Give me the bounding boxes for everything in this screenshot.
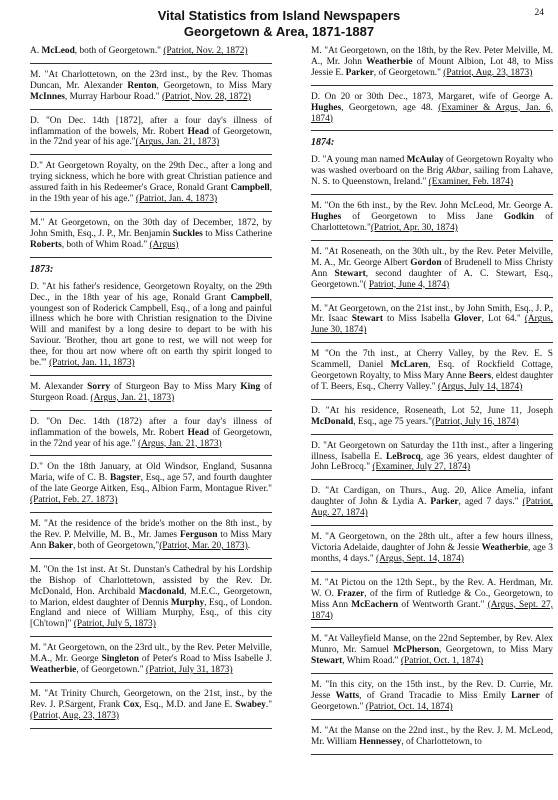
source-citation: (Argus, Sept. 27, 1874) (311, 599, 553, 621)
entry-text: M. "At the Manse on the 22nd inst., by the Rev. J. M. McLeod, Mr. William (311, 725, 553, 747)
entry-text: M. "On the 1st inst. At St. Dunstan's Cathedral by his Lordship the Bishop of Charlottetown, assisted by the Rev. Dr. McDonald, Hon. Archibald (30, 564, 272, 597)
surname: Godkin (503, 212, 535, 223)
entry-divider (30, 410, 272, 411)
record-entry (311, 201, 553, 240)
record-entry (30, 462, 272, 512)
entry-text: D. "At his residence, Roseneath, Lot 52, June 11, Joseph (311, 405, 553, 416)
entry-text: , both of Georgetown," (72, 540, 160, 551)
entry-divider (311, 194, 553, 195)
entry-text: A. (30, 46, 42, 56)
source-citation: (Patriot, Feb. 27. 1873) (30, 495, 118, 506)
source-citation: (Argus, Jan. 21, 1873) (137, 438, 222, 449)
surname: Watts (335, 691, 360, 702)
entry-text: M. "At Georgetown, on the 18th, by the Rev. Peter Melville, M. A., Mr. John (311, 46, 553, 67)
entry-text: to Miss Isabella (382, 314, 454, 325)
surname: Larner (511, 691, 540, 702)
source-citation: (Examiner & Argus, Jan. 6, 1874) (311, 102, 553, 124)
entry-text: , age 3 months, 4 days." (311, 543, 553, 564)
record-entry (311, 155, 553, 194)
surname: Cox (123, 699, 140, 710)
entry-text: of Mount Albion, Lot 48, to Miss Jessie E. (311, 56, 554, 78)
record-entry (311, 726, 553, 754)
entry-text: , in the 19th year of his age." (30, 183, 272, 205)
surname: McPherson (393, 645, 440, 656)
entry-text: D. "A young man named (311, 155, 407, 166)
entry-divider (311, 673, 553, 674)
record-entry (30, 417, 272, 456)
entry-text: M "On the 7th inst., at Cherry Valley, by the Rev. E. S Scammell, Daniel (311, 349, 553, 371)
entry-text: , of Charlottetown, to (401, 736, 482, 747)
source-citation: Patriot, June 4, 1874) (368, 279, 450, 290)
entry-text: M. "At Pictou on the 12th Sept., by the Rev. A. Herdman, Mr. W. O. (311, 577, 553, 599)
record-entry (311, 92, 553, 131)
source-citation: (Argus, July 14, 1874) (437, 381, 523, 392)
entry-text: M. "At Charlottetown, on the 23rd inst., by the Rev. Thomas Duncan, Mr. Alexander (30, 69, 272, 91)
surname: Stewart (351, 314, 383, 325)
entry-text: , of Georgetown." (373, 67, 444, 78)
entry-text: to Miss Catherine (202, 228, 273, 239)
record-entry (311, 680, 553, 719)
entry-text: M. "At Georgetown, on the 23rd ult., by the Rev. Peter Melville, M.A., Mr. George (30, 643, 272, 665)
entry-divider (311, 240, 553, 241)
entry-text: , Georgetown, age 48. (341, 102, 439, 113)
surname: Singleton (101, 654, 139, 665)
record-entry (311, 406, 553, 434)
source-citation: (Patriot, Aug. 23, 1873) (30, 710, 120, 721)
entry-text: of Peter's Road to Miss Isabelle J. (139, 654, 273, 665)
entry-text: , of Grand Tracadie to Miss Emily (359, 691, 512, 702)
entry-divider (30, 455, 272, 456)
entry-text: M. "In this city, on the 15th inst., by the Rev. D. Currie, Mr. Jesse (311, 680, 553, 702)
surname: Frazer (337, 588, 365, 599)
entry-text: , Whim Road." (342, 656, 401, 667)
record-entry (311, 441, 553, 480)
source-citation: (Argus, Jan. 21, 1873) (135, 137, 220, 148)
record-entry (30, 382, 272, 410)
surname: McInnes (30, 91, 65, 102)
entry-text: D. "At his father's residence, Georgetown Royalty, on the 29th Dec., in the 18th year of his age, Ronald Grant (30, 281, 272, 303)
entry-text: ." (265, 699, 273, 710)
entry-divider (311, 85, 553, 86)
record-entry (30, 282, 272, 375)
entry-text: M. "At Roseneath, on the 30th ult., by the Rev. Peter Melville, M. A., Mr. George Albert (311, 246, 553, 268)
entry-text: , Georgetown, to Miss Mary (439, 645, 553, 656)
entry-text: M. "A Georgetown, on the 28th ult., after a few hours illness, Victoria Adelaide, daughter of John & Jessie (311, 532, 553, 553)
entry-divider (311, 479, 553, 480)
source-citation: (Patriot, July 5, 1873) (73, 619, 156, 630)
source-citation: (Patriot, July 16, 1874) (432, 416, 519, 427)
surname: Roberts (30, 239, 62, 250)
source-citation: (Patriot, Oct. 14, 1874) (365, 701, 453, 712)
entry-text: , Esq., age 75 years." (353, 416, 432, 427)
entry-text: , Esq. of Rockfield Cottage, Georgetown Royalty, to Miss Mary Anne (311, 360, 553, 382)
entry-text: , M.E.C., Georgetown, to Marion, eldest daughter of Dennis (30, 586, 272, 608)
entry-divider (311, 525, 553, 526)
entry-text: of Georgetown, in the 72nd year of his age." (30, 427, 272, 449)
page-header (0, 8, 558, 40)
record-entry (30, 46, 272, 63)
entry-divider (30, 375, 272, 376)
surname: Macdonald (138, 586, 185, 597)
surname: Baker (48, 540, 73, 551)
record-entry (311, 486, 553, 525)
ship-name: Akbar (446, 166, 470, 177)
entry-divider (30, 512, 272, 513)
entry-divider (311, 719, 553, 720)
entry-text: , Georgetown, to Miss Mary (156, 80, 272, 91)
entry-text: M." At Georgetown, on the 30th day of December, 1872, by John Smith, Esq., J. P., Mr. Benjamin (30, 217, 272, 239)
entry-text: of Brudenell to Miss Christy Ann (311, 257, 553, 279)
surname: Stewart (311, 656, 343, 667)
record-entry (30, 643, 272, 682)
entry-text: , second daughter of A. C. Stewart, Esq., Georgetown."( (311, 268, 553, 290)
entry-text: M. Alexander (30, 381, 88, 392)
surname: Suckles (172, 228, 203, 239)
entry-text: , sailing from Lahave, N. S. to Queenstown, Ireland." (311, 166, 553, 188)
surname: Parker (345, 67, 374, 78)
page-subtitle: Georgetown & Area, 1871-1887 (183, 24, 375, 39)
surname: Weatherbie (366, 56, 413, 67)
surname: Hughes (311, 212, 342, 223)
entry-text: , Esq., age 57, and fourth daughter of the late George Aitken, Esq., Albion Farm, Montague River." (30, 473, 272, 495)
entry-text: , both of Whim Road." (61, 239, 150, 250)
entry-text: D." On the 18th January, at Old Windsor, England, Susanna Maria, wife of C. B. (30, 462, 272, 484)
record-entry (311, 247, 553, 297)
surname: Gordon (410, 257, 442, 268)
entry-text: D. "At Georgetown on Saturday the 11th inst., after a lingering illness, Isabella E. (311, 440, 553, 462)
source-citation: (Patriot, Oct. 1, 1874) (400, 656, 484, 667)
entry-text: M. "At the residence of the bride's mother on the 8th inst., by the Rev. P. Melville, M. B., Mr. James (30, 519, 272, 540)
record-entry (30, 116, 272, 155)
surname: McLeod (41, 46, 75, 56)
surname: McDonald (311, 416, 354, 427)
entry-text: of Charlottetown." (311, 212, 553, 233)
entry-text: , youngest son of Roderick Campbell, Esq., of a long and painful illness which he bore with Christian resignation to the Divine Will and manifest by a long desire to depart to be with his Saviour. 'Brother, thou art gone to rest, we will not weep for thee, for thou art now where oft on earth thy spirit longed to be.'" (30, 292, 272, 369)
entry-text: of Georgetown." (311, 691, 553, 712)
entry-text: D. "At Cardigan, on Thurs., Aug. 20, Alice Amelia, infant daughter of John & Lydia A. (311, 486, 553, 508)
record-entry (30, 70, 272, 109)
source-citation: (Patriot, Aug. 27, 1874) (311, 497, 553, 519)
source-citation: (Patriot, Nov. 2, 1872) (163, 46, 248, 56)
surname: King (240, 381, 261, 392)
surname: Head (187, 126, 209, 137)
entry-text: M. "At Valleyfield Manse, on the 22nd September, by Rev. Alex Munro, Mr. Samuel (311, 634, 553, 656)
surname: Sorry (87, 381, 111, 392)
record-entry (311, 634, 553, 673)
entry-divider (311, 754, 553, 755)
surname: Swabey (235, 699, 266, 710)
entry-text: , of Georgetown." (76, 665, 146, 676)
record-entry (30, 519, 272, 558)
entry-divider (30, 682, 272, 683)
source-citation: (Argus, Sept. 14, 1874) (376, 553, 464, 564)
surname: LeBrocq (386, 451, 421, 462)
surname: Weatherbie (481, 543, 528, 553)
entry-divider (30, 63, 272, 64)
page-title: Vital Statistics from Island Newspapers (157, 8, 401, 23)
entry-text: , both of Georgetown." (74, 46, 164, 56)
surname: Bagster (109, 473, 141, 484)
surname: Hennessey (359, 736, 402, 747)
entry-divider (311, 342, 553, 343)
entry-text: of Sturgeon Bay to Miss Mary (110, 381, 241, 392)
surname: Head (187, 427, 209, 438)
entry-text: of Georgetown to Miss Jane (341, 212, 504, 223)
entry-text: , Murray Harbour Road." (64, 91, 162, 102)
entry-text: of Georgetown Royalty who was washed overboard on the Brig (311, 155, 553, 177)
surname: Glover (454, 314, 482, 325)
entry-text: M. "On the 6th inst., by the Rev. John McLeod, Mr. George A. (311, 201, 553, 212)
entry-divider (30, 154, 272, 155)
entry-divider (311, 399, 553, 400)
record-entry (30, 161, 272, 211)
entry-divider (30, 636, 272, 637)
entry-text: D. "On Dec. 14th (1872) after a four day's illness of inflammation of the bowels, Mr. Robert (30, 416, 272, 438)
entry-divider (311, 627, 553, 628)
source-citation: (Argus, Jan. 21, 1873) (90, 392, 175, 403)
source-citation: (Examiner, Feb. 1874) (428, 177, 514, 188)
surname: Campbell (230, 183, 270, 194)
record-entry (30, 689, 272, 728)
surname: Beers (468, 371, 492, 382)
surname: Murphy (170, 597, 205, 608)
source-citation: (Patriot, Nov. 28, 1872) (161, 91, 251, 102)
entry-text: D. "On Dec. 14th [1872], after a four day's illness of inflammation of the bowels, Mr. Robert (30, 115, 272, 137)
entry-text: D." At Georgetown Royalty, on the 29th Dec., after a long and trying sickness, which he bore with great Christian patience and assured faith in his Redeemer's Grace, Ronald Grant (30, 161, 272, 194)
record-entry (311, 46, 553, 85)
source-citation: (Patriot, Jan. 4, 1873) (135, 194, 218, 205)
entry-text: , eldest daughter of T. Beers, Esq., Cherry Valley." (311, 371, 553, 392)
source-citation: (Patriot, July 31, 1873) (145, 665, 233, 676)
record-entry (311, 304, 553, 343)
entry-text: M. "At Trinity Church, Georgetown, on the 21st, inst., by the Rev. J. P.Sargent, Frank (30, 688, 272, 710)
entry-divider (311, 571, 553, 572)
surname: Stewart (334, 268, 366, 279)
record-entry (311, 578, 553, 628)
entry-divider (311, 130, 553, 131)
surname: Parker (430, 497, 459, 508)
entry-divider (30, 109, 272, 110)
record-entry (30, 218, 272, 257)
surname: Ferguson (179, 530, 218, 540)
entry-divider (30, 728, 272, 729)
entry-divider (311, 297, 553, 298)
record-entry (311, 349, 553, 399)
surname: Hughes (311, 102, 342, 113)
surname: Campbell (230, 292, 270, 303)
entry-text: M. "At Georgetown, on the 21st inst., by John Smith, Esq., J. P., Mr. Isaac (311, 303, 553, 325)
source-citation: (Patriot, Aug. 23, 1873) (443, 67, 533, 78)
entry-divider (30, 257, 272, 258)
entry-text: , age 36 years, eldest daughter of John LeBrocq." (311, 451, 553, 473)
surname: Weatherbie (30, 665, 77, 676)
surname: McLaren (390, 360, 429, 371)
source-citation: (Argus) (149, 239, 179, 250)
entry-text: , Esq., M.D. and Jane E. (139, 699, 236, 710)
entry-divider (30, 558, 272, 559)
year-heading: 1873: (30, 263, 54, 275)
entry-text: . (247, 540, 251, 551)
entry-text: of Wentworth Grant." (398, 599, 488, 610)
entry-text: D. On 20 or 30th Dec., 1873, Margaret, wife of George A. (311, 91, 553, 102)
record-entry (30, 565, 272, 636)
entry-divider (311, 434, 553, 435)
surname: Renton (127, 80, 157, 91)
entry-text: of Sturgeon Road. (30, 381, 272, 403)
source-citation: (Argus, June 30, 1874) (311, 314, 553, 336)
page-number: 24 (534, 8, 544, 18)
surname: McAulay (406, 155, 444, 166)
entry-text: to Miss Mary Ann (30, 530, 272, 551)
source-citation: (Patriot, Mar. 20, 1873) (159, 540, 248, 551)
record-entry (311, 532, 553, 571)
entry-text: of Georgetown, in the 72nd year of his age." (30, 126, 272, 148)
right-column (311, 46, 553, 761)
source-citation: (Patriot, Jan. 11, 1873) (49, 358, 135, 369)
source-citation: (Examiner, July 27, 1874) (372, 462, 471, 473)
entry-divider (30, 211, 272, 212)
entry-text: , aged 7 days." (458, 497, 523, 508)
entry-text: , of the firm of Rutledge & Co., Georgetown, to Miss Ann (311, 588, 553, 610)
entry-text: , Lot 64." (481, 314, 525, 325)
surname: McEachern (351, 599, 399, 610)
year-heading: 1874: (311, 137, 335, 149)
entry-text: , Esq., of London. England and niece of William Murphy, Esq., of this city [Ch'town]" (30, 597, 272, 630)
source-citation: (Patriot, Apr. 30, 1874) (370, 222, 458, 233)
left-column (30, 46, 272, 735)
